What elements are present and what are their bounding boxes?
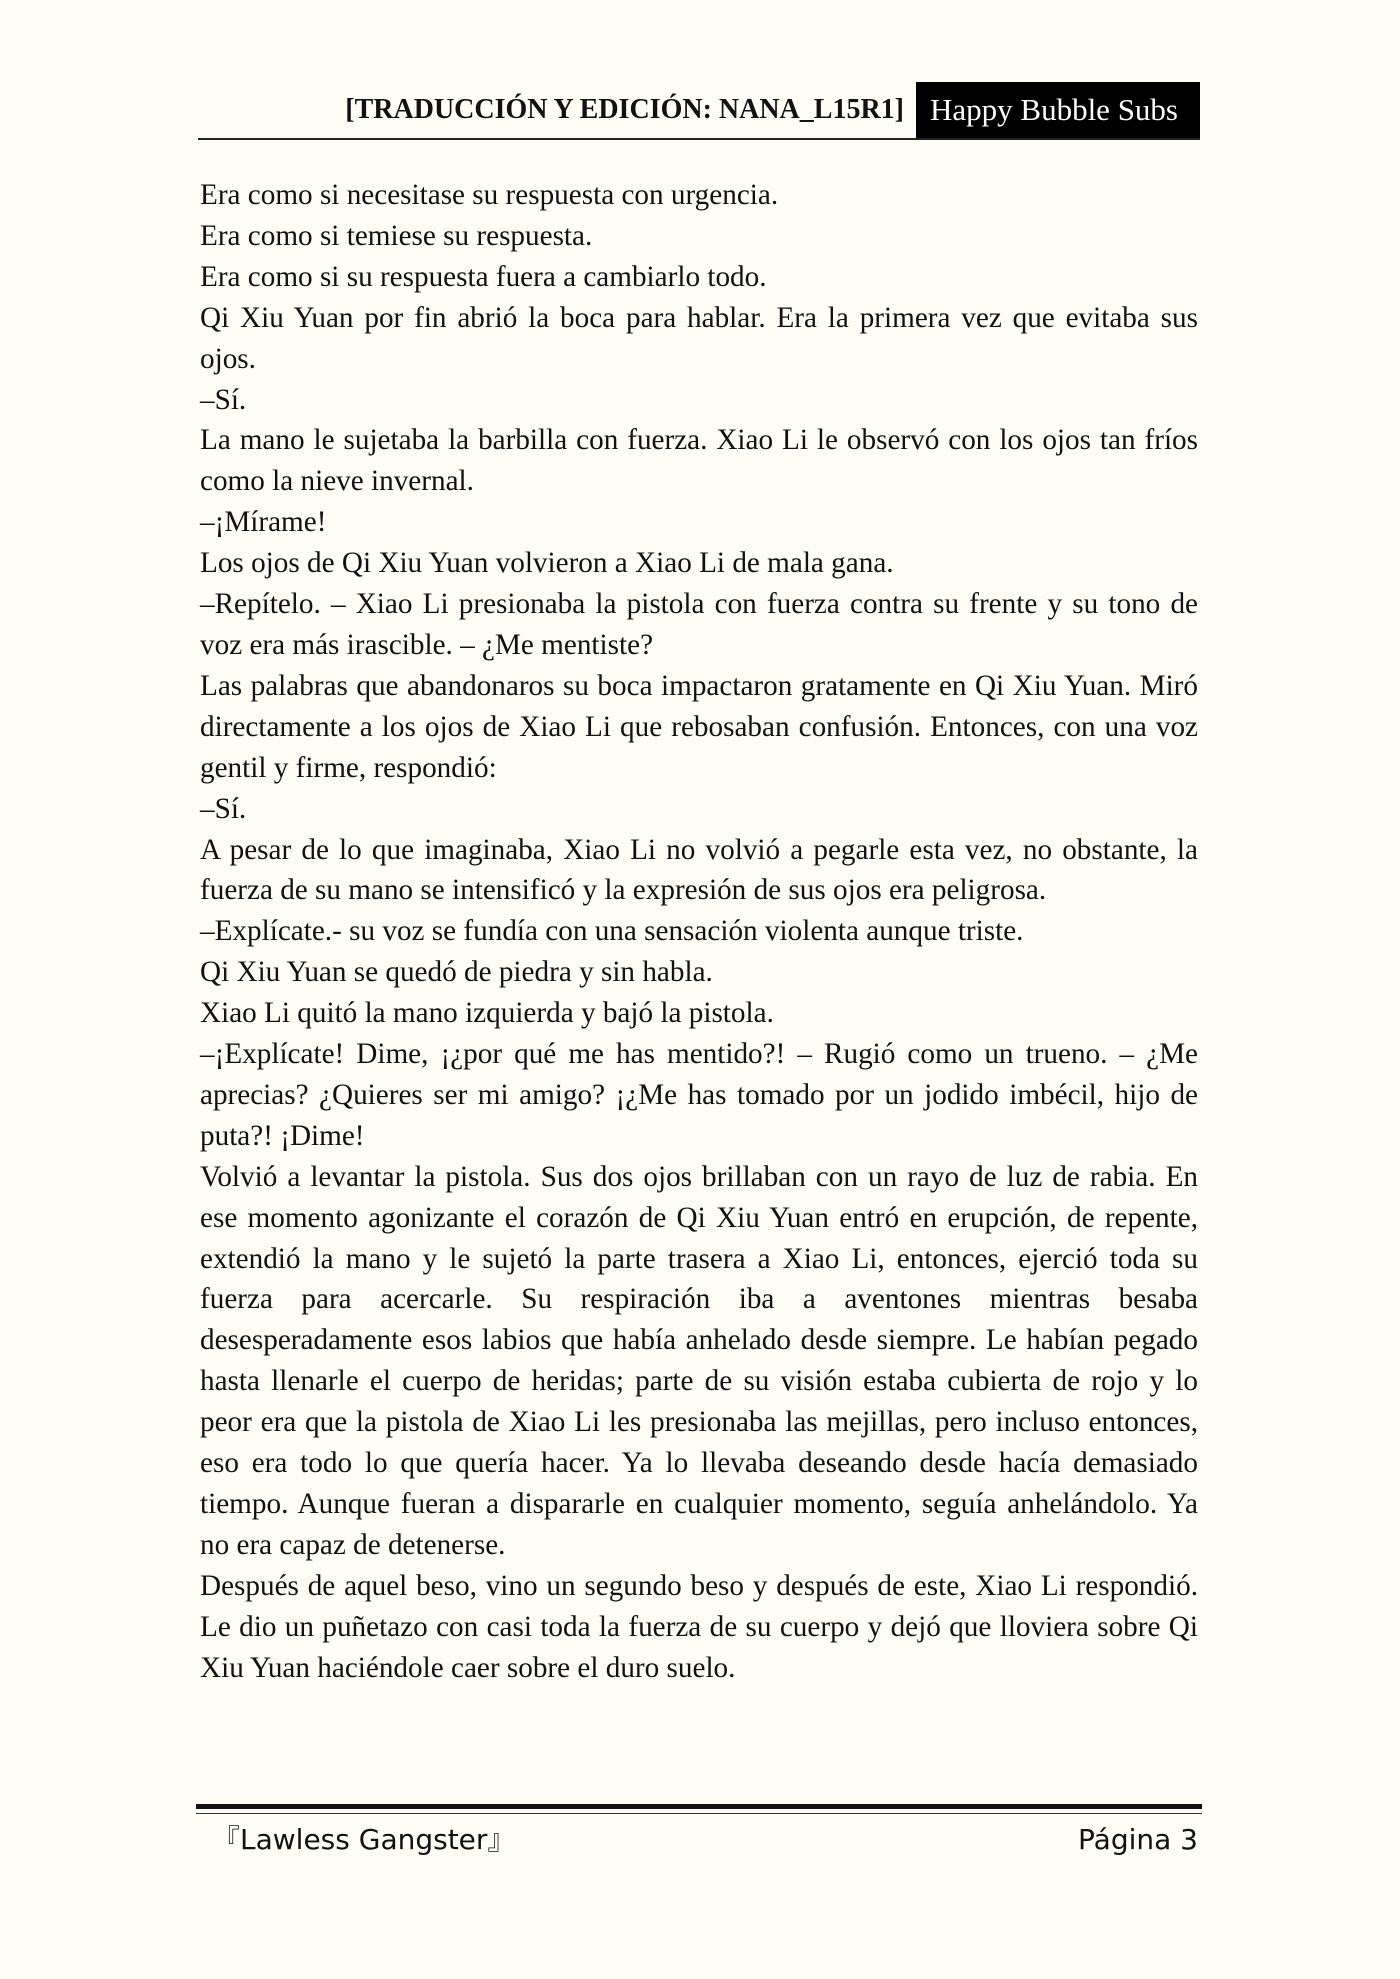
paragraph: –Repítelo. – Xiao Li presionaba la pistola con fuerza contra su frente y su tono de voz era más irascible. – ¿Me mentiste? [200,588,1198,661]
body-text [200,175,1198,1689]
paragraph: Era como si necesitase su respuesta con urgencia. [200,179,779,211]
paragraph: Volvió a levantar la pistola. Sus dos ojos brillaban con un rayo de luz de rabia. En ese momento agonizante el corazón de Qi Xiu Yuan entró en erupción, de repente, extendió la mano y le sujetó la parte trasera a Xiao Li, entonces, ejerció toda su fuerza para acercarle. Su respiración iba a aventones mientras besaba desesperadamente esos labios que había anhelado desde siempre. Le habían pegado hasta llenarle el cuerpo de heridas; parte de su visión estaba cubierta de rojo y lo peor era que la pistola de Xiao Li les presionaba las mejillas, pero incluso entonces, eso era todo lo que quería hacer. Ya lo llevaba deseando desde hacía demasiado tiempo. Aunque fueran a dispararle en cualquier momento, seguía anhelándolo. Ya no era capaz de detenerse. [200,1160,1198,1561]
translation-credit: [TRADUCCIÓN Y EDICIÓN: NANA_L15R1] [345,94,904,125]
paragraph: Era como si su respuesta fuera a cambiarlo todo. [200,260,767,293]
paragraph: Qi Xiu Yuan por fin abrió la boca para hablar. Era la primera vez que evitaba sus ojos. [200,301,1198,375]
footer-divider-thin [196,1813,1202,1814]
footer-book-title: 『Lawless Gangster』 [212,1823,516,1856]
paragraph: La mano le sujetaba la barbilla con fuerza. Xiao Li le observó con los ojos tan fríos como la nieve invernal. [200,424,1198,498]
paragraph: –¡Explícate! Dime, ¡¿por qué me has mentido?! – Rugió como un trueno. – ¿Me aprecias? ¿Quieres ser mi amigo? ¡¿Me has tomado por un jodido imbécil, hijo de puta?! ¡Dime! [200,1038,1198,1152]
paragraph: –Sí. [200,792,247,825]
paragraph: Después de aquel beso, vino un segundo beso y después de este, Xiao Li respondió. Le dio un puñetazo con casi toda la fuerza de su cuerpo y dejó que lloviera sobre Qi Xiu Yuan haciéndole caer sobre el duro suelo. [200,1569,1198,1684]
paragraph: –Explícate.- su voz se fundía con una sensación violenta aunque triste. [200,915,1024,948]
group-name-badge: Happy Bubble Subs [916,82,1200,138]
paragraph: A pesar de lo que imaginaba, Xiao Li no volvió a pegarle esta vez, no obstante, la fuerza de su mano se intensificó y la expresión de sus ojos era peligrosa. [200,833,1198,907]
paragraph: Xiao Li quitó la mano izquierda y bajó la pistola. [200,997,774,1030]
paragraph: Las palabras que abandonaros su boca impactaron gratamente en Qi Xiu Yuan. Miró directamente a los ojos de Xiao Li que rebosaban confusión. Entonces, con una voz gentil y firme, respondió: [200,669,1198,784]
footer-divider [196,1804,1202,1809]
page-header [198,82,1200,140]
paragraph: Era como si temiese su respuesta. [200,219,593,252]
paragraph: Los ojos de Qi Xiu Yuan volvieron a Xiao Li de mala gana. [200,547,894,580]
paragraph: –Sí. [200,383,247,416]
paragraph: –¡Mírame! [200,506,327,539]
footer-page-number: Página 3 [1078,1823,1198,1856]
paragraph: Qi Xiu Yuan se quedó de piedra y sin habla. [200,956,713,989]
